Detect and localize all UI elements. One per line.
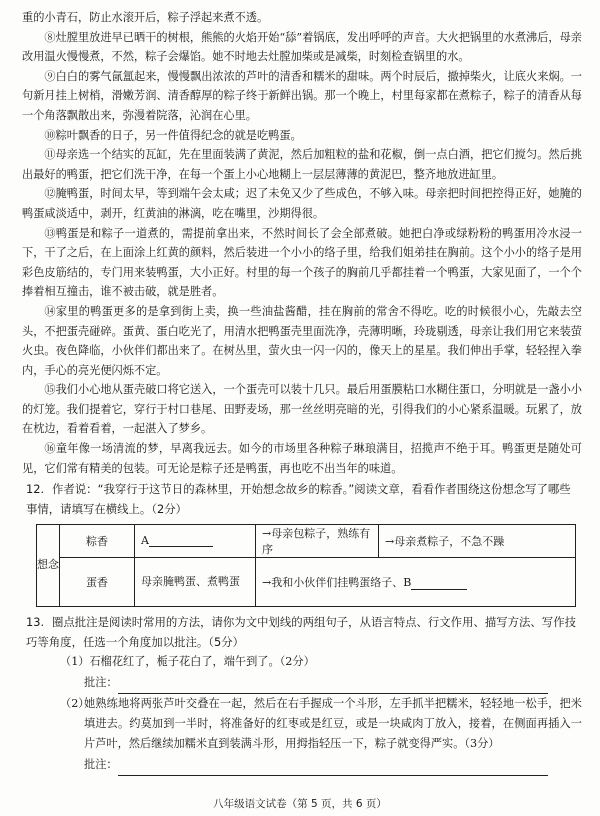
- question-text: 作者说：“我穿行于这节日的森林里，开始想念故乡的粽香。”阅读文章，看看作者围绕这份想念写了哪些事情，请填写在横线上。（2分）: [26, 482, 571, 517]
- page-footer: 八年级语文试卷（第 5 页，共 6 页）: [213, 798, 387, 810]
- passage-paragraph-16: ⑯童年像一场清流的梦，早离我远去。如今的市场里各种粽子琳琅满目，招揽声不绝于耳。鸭蛋更是随处可见，它们常有精美的包装。可无论是粽子还是鸭蛋，再也吃不出当年的味道。: [22, 442, 582, 475]
- answer-blank-b[interactable]: →我和小伙伴们挂鸭蛋络子、B: [256, 557, 576, 606]
- question-number: 13.: [26, 614, 45, 629]
- table-cell-danxiang: 蛋香: [60, 557, 135, 606]
- passage-paragraph-11: ⑪母亲选一个结实的瓦缸，先在里面装满了黄泥，然后加粗粒的盐和花椒，倒一点白酒，把它们搅匀。然后挑出最好的鸭蛋，把它们洗干净，在每一个蛋上小心地糊上一层层薄薄的黄泥巴，整齐地放进缸里。: [22, 148, 582, 181]
- question-13: [22, 613, 582, 653]
- table-cell: 母亲腌鸭蛋、煮鸭蛋: [135, 557, 256, 606]
- annotation-field-1[interactable]: 批注：: [84, 672, 582, 694]
- exam-page: [22, 8, 582, 776]
- question-number: 12.: [26, 482, 45, 497]
- answer-blank-a[interactable]: A: [135, 524, 256, 557]
- table-cell: →母亲煮粽子，不急不躁: [379, 524, 576, 557]
- passage-paragraph-12: ⑫腌鸭蛋，时间太早，等到端午会太咸；迟了未免又少了些成色，不够入味。母亲把时间把控得正好，她腌的鸭蛋咸淡适中，剥开，红黄油的淋漓，吃在嘴里，沙期得很。: [22, 187, 582, 220]
- passage-paragraph-9: ⑨白白的雾气氤氲起来，慢慢飘出浓浓的芦叶的清香和糯米的甜味。两个时辰后，撤掉柴火，让底火来焖。一句新月挂上树梢，滑嫩芳润、清香醇厚的粽子终于新鲜出锅。那一个晚上，村里每家都在煮粽子，粽子的清香从每一个角落飘散出来，弥漫着院落，沁润在心里。: [22, 69, 582, 122]
- subquestion-2-label: （2）: [60, 697, 90, 711]
- passage-paragraph: 重的小青石，防止水滚开后，粽子浮起来煮不透。: [22, 11, 269, 24]
- answer-table: [36, 524, 576, 607]
- passage-paragraph-8: ⑧灶膛里放进早已晒干的树根，熊熊的火焰开始“舔”着锅底，发出呼呼的声音。大火把锅里的水煮沸后，母亲改用温火慢慢煮，不然，粽子会爆馅。她不时地去灶膛加柴或是减柴，时刻检查锅里的水。: [22, 30, 582, 64]
- table-cell-zongxiang: 粽香: [60, 524, 135, 557]
- question-text: 圈点批注是阅读时常用的方法，请你为文中划线的两组句子，从语言特点、行文作用、描写方法、写作技巧等角度，任选一个角度加以批注。（5分）: [26, 614, 576, 649]
- subquestion-1: （1）石榴花红了，栀子花白了，端午到了。（2分）: [60, 655, 315, 669]
- annotation-field-2[interactable]: 批注：: [84, 754, 582, 776]
- passage-paragraph-15: ⑮我们小心地从蛋壳破口将它送入，一个蛋壳可以装十几只。最后用蛋膜粘口水糊住蛋口，分明就是一盏小小的灯笼。我们提着它，穿行于村口巷尾、田野麦场，那一丝丝明亮暗的光，引得我们的小心紧系温暖。玩累了，放在枕边，看着看着，一起湛入了梦乡。: [22, 383, 582, 436]
- table-row-label: 想念: [37, 524, 60, 606]
- passage-paragraph-14: ⑭家里的鸭蛋更多的是拿到街上卖，换一些油盐酱醋，挂在胸前的常舍不得吃。吃的时候很小心，先敲去空头，不把蛋壳碰碎。蛋黄、蛋白吃光了，用清水把鸭蛋壳里面洗净，壳薄明晰，玲珑剔透，母亲让我们用它来装萤火虫。夜色降临，小伙伴们都出来了。在树丛里，萤火虫一闪一闪的，像天上的星星。我们伸出手掌，轻轻捏入拳内，手心的亮光便闪烁不定。: [22, 304, 582, 377]
- passage-paragraph-13: ⑬鸭蛋是和粽子一道煮的，需提前拿出来，不然时间长了会全部煮破。她把白净或绿粉粉的鸭蛋用冷水浸一下，干了之后，在上面涂上红黄的颜料，然后装进一个小小的络子里，给我们姐弟挂在胸前。这个小小的络子是用彩色皮筋结的，专门用来装鸭蛋，大小正好。村里的每一个孩子的胸前几乎都挂着一个鸭蛋，大家见面了，一个个捧着相互撞击，谁不被击破，就是胜者。: [22, 226, 582, 299]
- table-cell: →母亲包粽子，熟练有序: [256, 524, 379, 557]
- passage-paragraph-10: ⑩粽叶飘香的日子，另一件值得纪念的就是吃鸭蛋。: [44, 128, 302, 142]
- subquestion-2: 她熟练地将两张芦叶交叠在一起，然后在右手握成一个斗形，左手抓半把糯米，轻轻地一松手，把米填进去。约莫加到一半时，将准备好的红枣或是红豆，或是一块咸肉丁放入，接着，在侧面再插入一片芦叶，然后继续加糯米直到装满斗形，用拇指轻压一下，粽子就变得严实。（3分）: [84, 697, 582, 751]
- question-12: [22, 480, 582, 520]
